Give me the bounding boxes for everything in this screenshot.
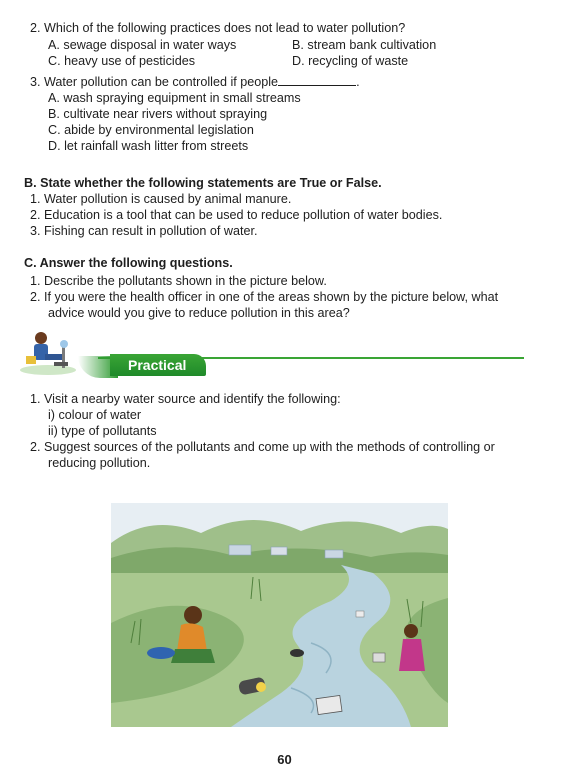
practical-item-2-cont: reducing pollution. bbox=[48, 456, 151, 470]
section-c-item-2-cont: advice would you give to reduce pollution in this area? bbox=[48, 306, 350, 320]
q3-option-a: A. wash spraying equipment in small streams bbox=[48, 91, 301, 105]
practical-sub-i: i) colour of water bbox=[48, 408, 142, 422]
page-number: 60 bbox=[277, 752, 292, 767]
section-b-item: 1. Water pollution is caused by animal manure. bbox=[30, 192, 292, 206]
section-b-item: 2. Education is a tool that can be used to reduce pollution of water bodies. bbox=[30, 208, 443, 222]
q2-option-b: B. stream bank cultivation bbox=[292, 38, 437, 52]
q3-option-d: D. let rainfall wash litter from streets bbox=[48, 139, 249, 153]
section-c-item-1: 1. Describe the pollutants shown in the picture below. bbox=[30, 274, 327, 288]
practical-sub-ii: ii) type of pollutants bbox=[48, 424, 157, 438]
practical-item-1: 1. Visit a nearby water source and identify the following: bbox=[30, 392, 341, 406]
practical-item-2: 2. Suggest sources of the pollutants and come up with the methods of controlling or bbox=[30, 440, 495, 454]
q2-option-a: A. sewage disposal in water ways bbox=[48, 38, 237, 52]
q2-stem: 2. Which of the following practices does not lead to water pollution? bbox=[30, 21, 406, 35]
q3-option-b: B. cultivate near rivers without spraying bbox=[48, 107, 268, 121]
q3-stem: 3. Water pollution can be controlled if people bbox=[30, 75, 279, 89]
q2-option-c: C. heavy use of pesticides bbox=[48, 54, 196, 68]
section-c-item-2: 2. If you were the health officer in one of the areas shown by the picture below, what bbox=[30, 290, 499, 304]
q2-option-d: D. recycling of waste bbox=[292, 54, 409, 68]
q3-stem-line bbox=[30, 74, 360, 90]
practical-banner bbox=[18, 326, 524, 382]
polluted-river-illustration bbox=[111, 503, 448, 727]
q3-stem-end: . bbox=[356, 75, 360, 89]
section-b-item: 3. Fishing can result in pollution of water. bbox=[30, 224, 258, 238]
answer-blank bbox=[278, 74, 356, 86]
student-icon bbox=[18, 326, 80, 376]
q3-option-c: C. abide by environmental legislation bbox=[48, 123, 254, 137]
section-b-heading: B. State whether the following statements are True or False. bbox=[24, 176, 382, 190]
section-c-heading: C. Answer the following questions. bbox=[24, 256, 233, 270]
practical-label: Practical bbox=[110, 354, 206, 376]
